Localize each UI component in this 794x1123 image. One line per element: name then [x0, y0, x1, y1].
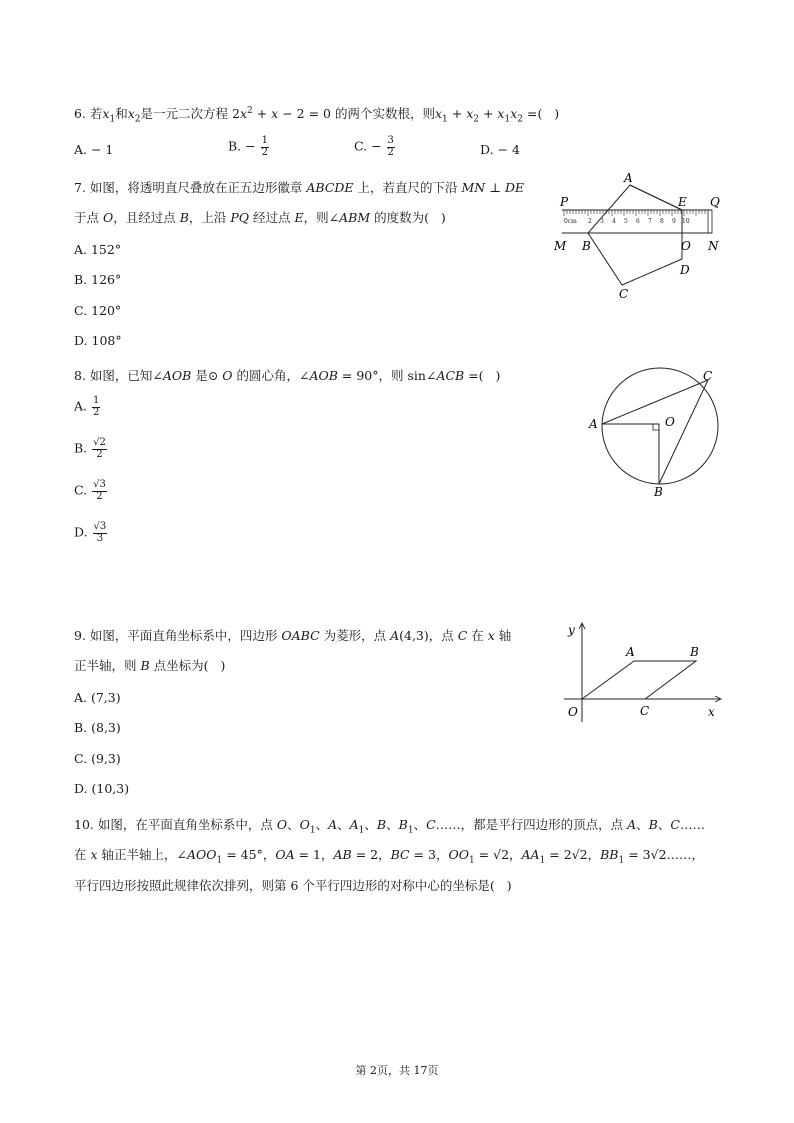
- label-B: B: [582, 239, 591, 253]
- q9-option-a: A. (7,3): [74, 690, 121, 705]
- circle-o: [602, 368, 718, 484]
- q9-figure: [560, 618, 730, 728]
- q6-option-a: A. − 1: [74, 142, 114, 157]
- right-angle-mark: [653, 424, 659, 430]
- label-y: y: [568, 623, 575, 637]
- label-B: B: [690, 645, 699, 659]
- q10-stem-line1: 10. 如图，在平面直角坐标系中，点 O、$O_1$、A、$A_1$、B、$B_1$、C……，都是平行四边形的顶点，点 A、B、C……: [74, 817, 705, 836]
- q9-option-c: C. (9,3): [74, 751, 121, 766]
- svg-text:10: 10: [682, 218, 690, 225]
- label-E: E: [678, 195, 687, 209]
- q8-option-a: A. $\frac{1}{2}$: [74, 395, 100, 418]
- rhombus-oabc: [582, 661, 696, 699]
- svg-text:2: 2: [588, 218, 592, 225]
- q10-stem-line3: 平行四边形按照此规律依次排列，则第 6 个平行四边形的对称中心的坐标是( ): [74, 878, 512, 893]
- label-M: M: [554, 239, 567, 253]
- q8-option-b: B. $\frac{√2}{2}$: [74, 437, 106, 460]
- q9-stem-line2: 正半轴，则 B 点坐标为( ): [74, 658, 226, 673]
- label-D: D: [680, 263, 690, 277]
- label-B: B: [654, 485, 663, 499]
- q7-option-a: A. 152°: [74, 242, 122, 257]
- svg-text:8: 8: [660, 218, 664, 225]
- q7-figure: [550, 172, 730, 307]
- q9-stem-line1: 9. 如图，平面直角坐标系中，四边形 OABC 为菱形，点 A(4,3)，点 C 在 x 轴: [74, 628, 512, 643]
- label-O: O: [665, 415, 675, 429]
- segment-ae: [630, 185, 682, 210]
- q7-stem-line1: 7. 如图，将透明直尺叠放在正五边形徽章 ABCDE 上，若直尺的下沿 MN ⊥ DE: [74, 180, 525, 195]
- q9-option-d: D. (10,3): [74, 781, 130, 796]
- svg-text:3: 3: [600, 218, 604, 225]
- q7-option-c: C. 120°: [74, 303, 122, 318]
- label-C: C: [619, 287, 629, 301]
- ruler-numbers: [564, 218, 690, 225]
- label-N: N: [708, 239, 719, 253]
- svg-text:0cm: 0cm: [564, 218, 577, 225]
- label-A: A: [626, 645, 635, 659]
- label-A: A: [589, 417, 598, 431]
- ruler-end: [708, 210, 712, 233]
- svg-text:9: 9: [672, 218, 676, 225]
- q6-option-b: B. − $\frac{1}{2}$: [228, 135, 268, 158]
- q6-option-c: C. − $\frac{3}{2}$: [354, 135, 394, 158]
- label-O: O: [681, 239, 691, 253]
- q8-figure: [585, 358, 725, 503]
- q8-stem: 8. 如图，已知∠AOB 是⊙ O 的圆心角，∠AOB = 90°，则 sin∠ACB =( ): [74, 368, 501, 383]
- q6-option-d: D. − 4: [480, 142, 520, 157]
- svg-text:6: 6: [636, 218, 640, 225]
- pentagon-abcde: [588, 185, 682, 285]
- q10-stem-line2: 在 x 轴正半轴上，$\angle AOO_1 = 45^\circ$，OA = 1，AB = 2，BC = 3，$OO_1 = √2$，$AA_1 = 2√2$，$BB_1$ = 3√2……，: [74, 847, 705, 866]
- label-A: A: [624, 172, 633, 185]
- q6-stem: 6. 若$x_1$和$x_2$是一元二次方程 $2x^2 + x - 2 = 0$ 的两个实数根，则$x_1 + x_2 + x_1x_2$ =( ): [74, 105, 560, 125]
- label-O: O: [568, 705, 578, 719]
- svg-text:7: 7: [648, 218, 652, 225]
- q7-option-b: B. 126°: [74, 272, 122, 287]
- q9-option-b: B. (8,3): [74, 720, 121, 735]
- q7-stem-line2: 于点 O，且经过点 B，上沿 PQ 经过点 E，则∠ABM 的度数为( ): [74, 210, 446, 225]
- svg-text:4: 4: [612, 218, 616, 225]
- page-footer: 第 2页，共 17页: [355, 1064, 439, 1077]
- svg-text:5: 5: [624, 218, 628, 225]
- ruler-ticks: [564, 210, 705, 216]
- q7-option-d: D. 108°: [74, 333, 122, 348]
- q8-option-d: D. $\frac{√3}{3}$: [74, 521, 107, 544]
- label-C: C: [640, 704, 650, 718]
- segment-bc: [659, 380, 708, 484]
- q8-option-c: C. $\frac{√3}{2}$: [74, 479, 106, 502]
- label-P: P: [560, 195, 569, 209]
- label-C: C: [703, 369, 713, 383]
- label-x: x: [708, 705, 715, 719]
- label-Q: Q: [710, 195, 720, 209]
